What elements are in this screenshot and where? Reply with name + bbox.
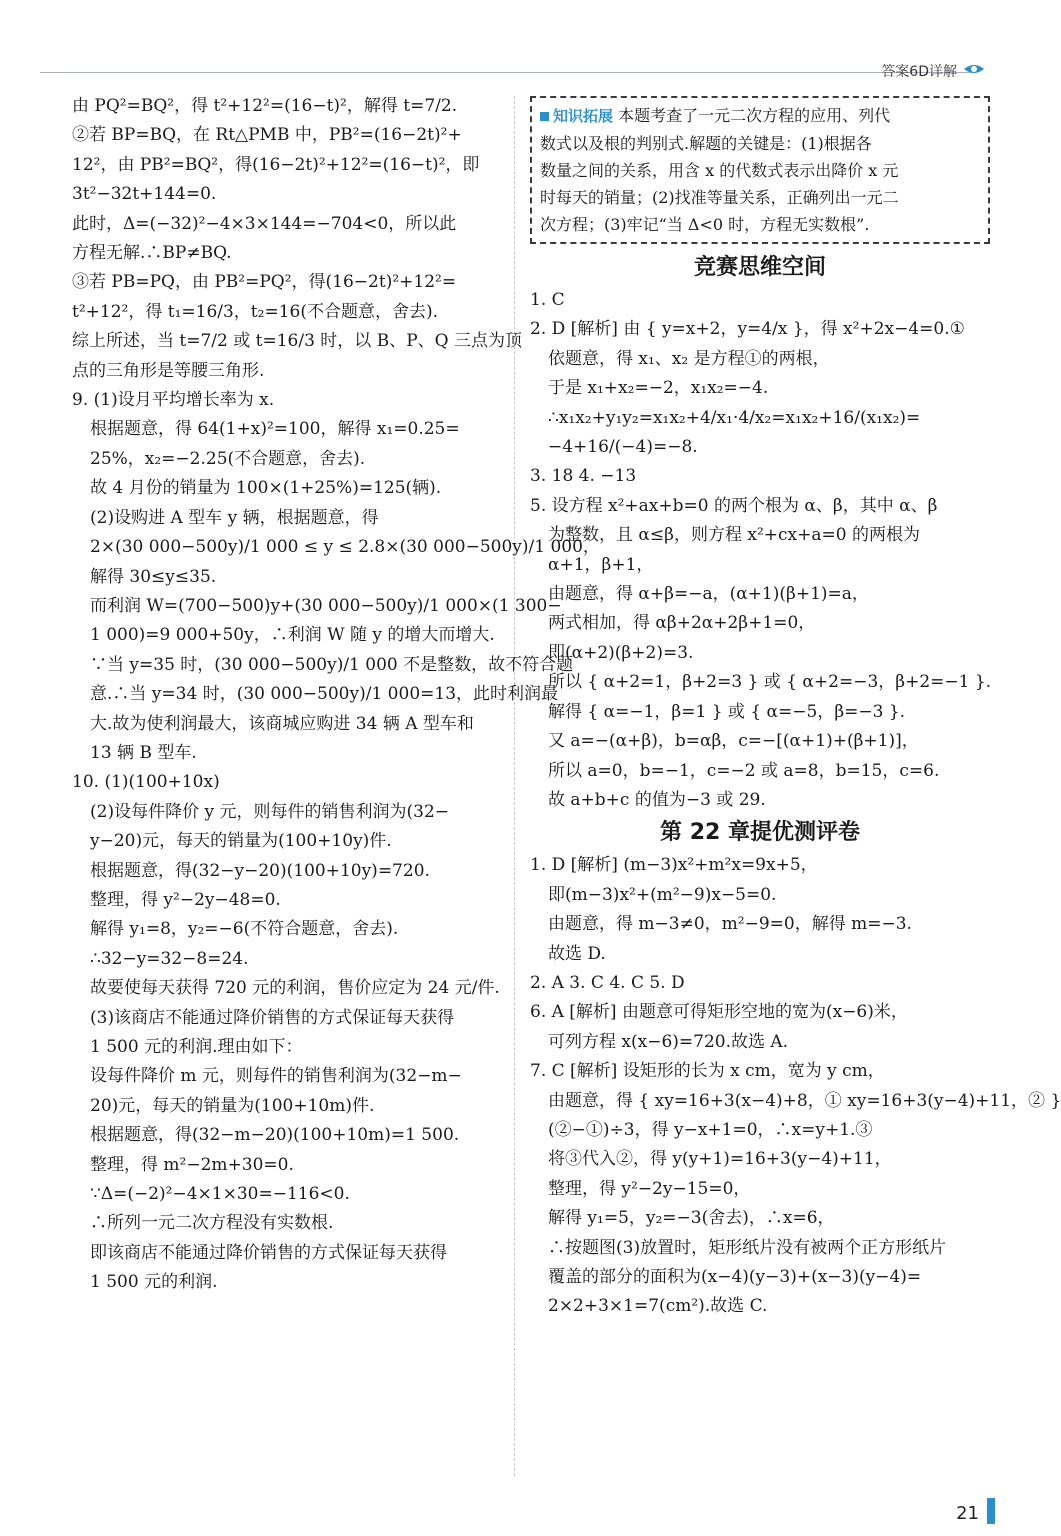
text-line: 解得 30≤y≤35. [90,566,217,587]
text-line: 整理，得 y²−2y−15=0， [548,1178,751,1199]
text-line: 于是 x₁+x₂=−2，x₁x₂=−4. [548,378,769,399]
text-line: 由题意，得 m−3≠0，m²−9=0，解得 m=−3. [548,914,912,935]
text-line: (2)设购进 A 型车 y 辆，根据题意，得 [90,507,379,528]
text-line: 故 a+b+c 的值为−3 或 29. [548,789,766,810]
text-line: 可列方程 x(x−6)=720.故选 A. [548,1031,789,1052]
question-10-line: 10. (1)(100+10x) [72,772,220,793]
header-rule [40,72,975,73]
knowledge-box-head: 知识拓展 [540,107,613,125]
text-line: 将③代入②，得 y(y+1)=16+3(y−4)+11， [548,1149,892,1170]
text-line: 点的三角形是等腰三角形. [72,360,265,381]
text-line: 3t²−32t+144=0. [72,184,217,205]
text-line: 2. A 3. C 4. C 5. D [530,972,685,993]
text-line: 1 000)=9 000+50y，∴利润 W 随 y 的增大而增大. [90,625,495,646]
text-line: 整理，得 y²−2y−48=0. [90,889,281,910]
text-line: 设每件降价 m 元，则每件的销售利润为(32−m− [90,1066,462,1087]
text-line: 12²，由 PB²=BQ²，得(16−2t)²+12²=(16−t)²，即 [72,154,480,175]
text-line: 为整数，且 α≤β，则方程 x²+cx+a=0 的两根为 [548,525,920,546]
text-line: 20)元，每天的销量为(100+10m)件. [90,1095,375,1116]
text-line: 故 4 月份的销量为 100×(1+25%)=125(辆). [90,478,442,499]
text-line: α+1，β+1， [548,554,654,575]
text-line: 1. D [解析] (m−3)x²+m²x=9x+5， [530,855,818,876]
text-line: 解得 y₁=5，y₂=−3(舍去)，∴x=6， [548,1208,835,1229]
text-line: 方程无解.∴BP≠BQ. [72,243,232,264]
section-title-chapter-22: 第 22 章提优测评卷 [660,820,860,846]
text-line: ∴x₁x₂+y₁y₂=x₁x₂+4/x₁·4/x₂=x₁x₂+16/(x₁x₂)= [548,407,921,428]
text-line: 整理，得 m²−2m+30=0. [90,1154,294,1175]
text-line: 又 a=−(α+β)，b=αβ，c=−[(α+1)+(β+1)]， [548,731,919,752]
text-line: ∴所列一元二次方程没有实数根. [90,1213,334,1234]
text-line: 故要使每天获得 720 元的利润，售价应定为 24 元/件. [90,978,500,999]
text-line: (②−①)÷3，得 y−x+1=0，∴x=y+1.③ [548,1119,873,1140]
text-line: 大.故为使利润最大，该商城应购进 34 辆 A 型车和 [90,713,474,734]
text-line: ∵当 y=35 时，(30 000−500y)/1 000 不是整数，故不符合题 [90,654,574,675]
text-line: (3)该商店不能通过降价销售的方式保证每天获得 [90,1007,455,1028]
text-line: 根据题意，得(32−y−20)(100+10y)=720. [90,860,430,881]
text-line: 3. 18 4. −13 [530,466,637,487]
text-line: ∴按题图(3)放置时，矩形纸片没有被两个正方形纸片 [548,1237,947,1258]
text-line: 即(α+2)(β+2)=3. [548,642,694,663]
text-line: 两式相加，得 αβ+2α+2β+1=0， [548,613,816,634]
text-line: y−20)元，每天的销量为(100+10y)件. [90,831,392,852]
text-line: 25%，x₂=−2.25(不合题意，舍去). [90,448,366,469]
text-line: ∵Δ=(−2)²−4×1×30=−116<0. [90,1184,350,1205]
text-line: 根据题意，得(32−m−20)(100+10m)=1 500. [90,1125,460,1146]
section-title-competition: 竞赛思维空间 [693,255,826,280]
text-line: 2×2+3×1=7(cm²).故选 C. [548,1296,768,1317]
text-line: 根据题意，得 64(1+x)²=100，解得 x₁=0.25= [90,419,460,440]
text-line: 1 500 元的利润. [90,1272,218,1293]
text-line: 覆盖的部分的面积为(x−4)(y−3)+(x−3)(y−4)= [548,1267,922,1287]
right-column [530,92,1061,1322]
text-line: 1. C [530,290,565,310]
text-line: 解得 y₁=8，y₂=−6(不符合题意，舍去). [90,919,399,940]
text-line: 而利润 W=(700−500)y+(30 000−500y)/1 000×(1 300− [90,595,562,616]
text-line: 所以 { α+2=1，β+2=3 } 或 { α+2=−3，β+2=−1 }. [548,672,992,693]
text-line: ③若 PB=PQ，由 PB²=PQ²，得(16−2t)²+12²= [72,272,457,293]
text-line: 由 PQ²=BQ²，得 t²+12²=(16−t)²，解得 t=7/2. [72,96,458,116]
text-line: −4+16/(−4)=−8. [548,437,698,458]
book-logo-icon [963,60,985,78]
knowledge-box [530,96,990,244]
text-line: 此时，Δ=(−32)²−4×3×144=−704<0，所以此 [72,213,457,234]
text-line: 时每天的销量；(2)找准等量关系，正确列出一元二 [540,188,899,207]
text-line: 1 500 元的利润.理由如下： [90,1037,303,1057]
text-line: 次方程；(3)牢记“当 Δ<0 时，方程无实数根”. [540,215,870,234]
text-line: 由题意，得 { xy=16+3(x−4)+8，① xy=16+3(y−4)+11，② } [548,1090,1061,1111]
text-line: 意.∴当 y=34 时，(30 000−500y)/1 000=13，此时利润最 [90,684,559,705]
text-line: 由题意，得 α+β=−a，(α+1)(β+1)=a， [548,584,869,605]
text-line: 2×(30 000−500y)/1 000 ≤ y ≤ 2.8×(30 000−500y)/1 000， [90,537,600,558]
text-line: 13 辆 B 型车. [90,742,197,763]
header-label: 答案6D详解 [881,64,957,80]
text-line: 6. A [解析] 由题意可得矩形空地的宽为(x−6)米， [530,1002,908,1023]
text-line: ∴32−y=32−8=24. [90,948,249,969]
text-line: 故选 D. [548,943,606,964]
text-line: 依题意，得 x₁、x₂ 是方程①的两根， [548,348,830,369]
text-line: 本题考查了一元二次方程的应用、列代 [618,106,891,125]
text-line: t²+12²，得 t₁=16/3，t₂=16(不合题意，舍去). [72,301,438,322]
column-divider [514,96,515,1476]
text-line: 即该商店不能通过降价销售的方式保证每天获得 [90,1242,447,1263]
text-line: 所以 a=0，b=−1，c=−2 或 a=8，b=15，c=6. [548,760,940,781]
text-line: 即(m−3)x²+(m²−9)x−5=0. [548,884,777,905]
question-9-line: 9. (1)设月平均增长率为 x. [72,390,275,411]
text-line: 2. D [解析] 由 { y=x+2，y=4/x }，得 x²+2x−4=0.① [530,319,965,340]
text-line: 7. C [解析] 设矩形的长为 x cm，宽为 y cm， [530,1061,885,1082]
text-line: 解得 { α=−1，β=1 } 或 { α=−5，β=−3 }. [548,701,906,722]
text-line: 5. 设方程 x²+ax+b=0 的两个根为 α、β，其中 α、β [530,495,938,516]
text-line: ②若 BP=BQ，在 Rt△PMB 中，PB²=(16−2t)²+ [72,125,462,146]
page-number: 21 [956,1503,979,1524]
text-line: 综上所述，当 t=7/2 或 t=16/3 时，以 B、P、Q 三点为顶 [72,331,522,352]
text-line: 数量之间的关系，用含 x 的代数式表示出降价 x 元 [540,161,899,180]
text-line: 数式以及根的判别式.解题的关键是：(1)根据各 [540,134,872,153]
text-line: (2)设每件降价 y 元，则每件的销售利润为(32− [90,801,449,822]
page-tab-marker [987,1498,995,1524]
